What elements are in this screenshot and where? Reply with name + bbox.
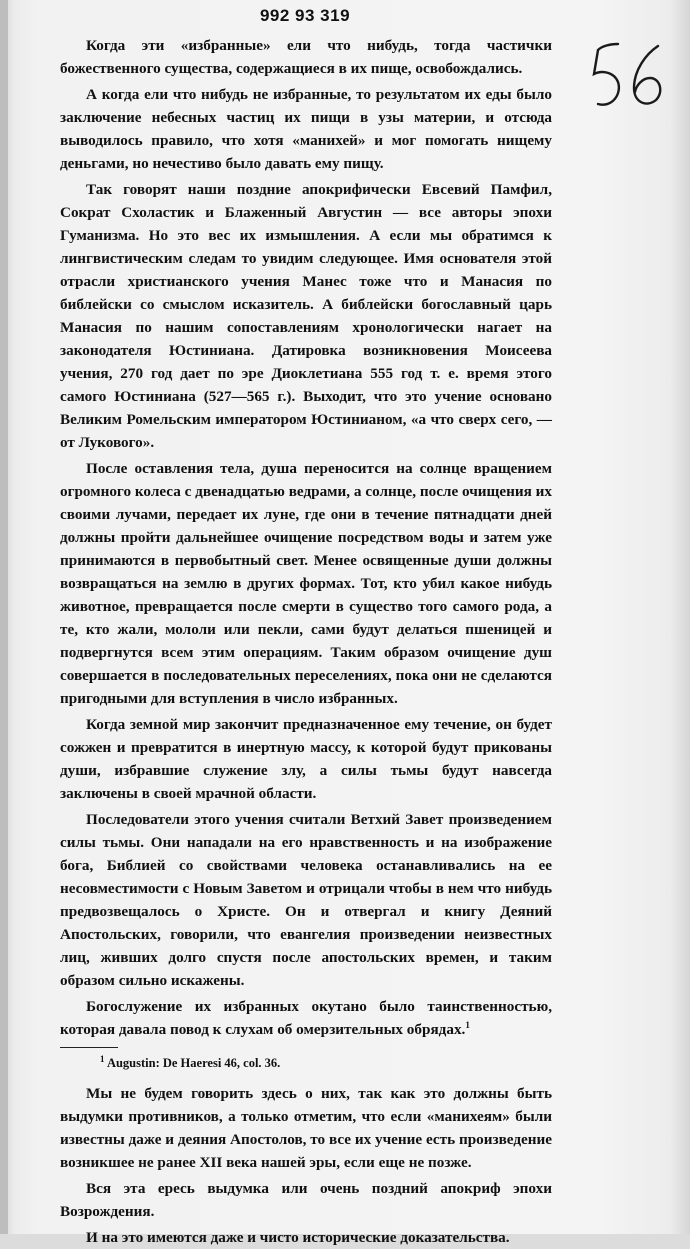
paragraph-6: Последователи этого учения считали Ветхий Завет произведением силы тьмы. Они нападали на его нравственность и на изображение бога, Библией со свойствами человека останавливались на ее несовместимости с Новым Заветом и отрицали чтобы в нем что нибудь предвозвещалось о Христе. Он и отвергал и книгу Деяний Апостольских, говорили, что евангелия произведении неизвестных лиц, живших долго спустя после апостольских времен, и таким образом сильно искажены. bbox=[60, 811, 552, 989]
paragraph-1: Когда эти «избранные» ели что нибудь, тогда частички божественного существа, содержащиеся в их пище, освобождались. bbox=[60, 37, 552, 77]
footnote-divider bbox=[60, 1047, 118, 1048]
footnote-text: Augustin: De Haeresi 46, col. 36. bbox=[106, 1056, 281, 1070]
paragraph-7 bbox=[60, 995, 552, 1041]
paragraph-10: И на это имеются даже и чисто исторические доказательства. bbox=[86, 1229, 510, 1246]
paragraph-3: Так говорят наши поздние апокрифически Евсевий Памфил, Сократ Схоластик и Блаженный Августин — все авторы эпохи Гуманизма. Но это вес их измышления. А если мы обратимся к лингвистическим следам то увидим следующее. Имя основателя этой отрасли христианского учения Манес тоже что и Манасия по библейски со смыслом исказитель. А библейски богославный царь Манасия по нашим сопоставлениям хронологически нагает на законодателя Юстиниана. Датировка возникновения Моисеева учения, 270 год дает по эре Диоклетиана 555 год т. е. время этого самого Юстиниана (527—565 г.). Выходит, что это учение основано Великим Ромельским императором Юстинианом, «а что сверх сего, — от Лукового». bbox=[60, 181, 552, 451]
page-header-number: 992 93 319 bbox=[259, 6, 351, 25]
paragraph-4: После оставления тела, душа переносится на солнце вращением огромного колеса с двенадцатью ведрами, а солнце, после очищения их своими лучами, передает их луне, где они в течение пятнадцати дней должны пройти дальнейшее очищение посредством воды и затем уже принимаются в первобытный свет. Менее освященные души должны возвращаться на землю в других формах. Тот, кто убил какое нибудь животное, превращается после смерти в существо того самого рода, а те, кто жали, мололи или пекли, сами будут делаться пшеницей и подвергнутся всем этим операциям. Таким образом очищение душ совершается в последовательных переселениях, пока они не сделаются пригодными для вступления в число избранных. bbox=[60, 460, 552, 707]
paragraph-8: Мы не будем говорить здесь о них, так как это должны быть выдумки противников, а только отметим, что если «манихеям» были известны даже и деяния Апостолов, то все их учение есть произведение возникшее не ранее XII века нашей эры, если еще не позже. bbox=[60, 1085, 552, 1171]
footnote-marker: 1 bbox=[100, 1053, 105, 1064]
paragraph-9: Вся эта ересь выдумка или очень поздний апокриф эпохи Возрождения. bbox=[60, 1180, 552, 1220]
paragraph-7-text: Богослужение их избранных окутано было таинственностью, которая давала повод к слухам об омерзительных обрядах. bbox=[60, 998, 552, 1038]
paragraph-5: Когда земной мир закончит предназначенное ему течение, он будет сожжен и превратится в инертную массу, к которой будут прикованы души, избравшие служение злу, а силы тьмы будут навсегда заключены в своей мрачной области. bbox=[60, 716, 552, 802]
paragraph-2: А когда ели что нибудь не избранные, то результатом их еды было заключение небесных частиц их пищи в узы материи, и отсюда выводилось правило, что хотя «манихей» и мог помогать нищему деньгами, но нечестиво было давать ему пищу. bbox=[60, 86, 552, 172]
footnote-reference: 1 bbox=[465, 1019, 470, 1030]
footnote bbox=[100, 1054, 552, 1072]
main-text bbox=[60, 34, 552, 1249]
scan-edge bbox=[0, 0, 8, 1234]
handwritten-page-number bbox=[588, 36, 678, 116]
